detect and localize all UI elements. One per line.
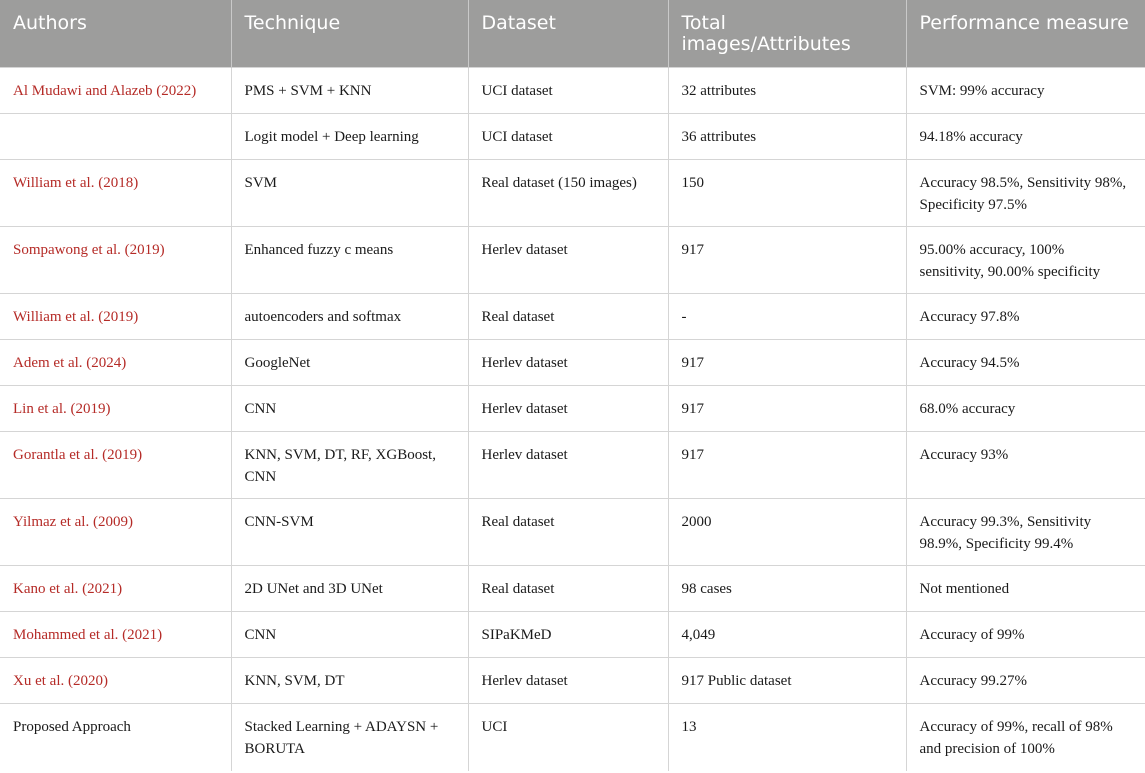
technique-cell: KNN, SVM, DT, RF, XGBoost, CNN xyxy=(231,432,468,499)
dataset-cell: Real dataset xyxy=(468,294,668,340)
header-performance: Performance measure xyxy=(906,0,1145,68)
header-authors: Authors xyxy=(0,0,231,68)
dataset-cell: Real dataset xyxy=(468,566,668,612)
header-technique: Technique xyxy=(231,0,468,68)
performance-cell: Accuracy 99.27% xyxy=(906,658,1145,704)
author-link[interactable]: Al Mudawi and Alazeb (2022) xyxy=(0,68,231,114)
technique-cell: Logit model + Deep learning xyxy=(231,114,468,160)
performance-cell: Accuracy 94.5% xyxy=(906,340,1145,386)
table-row xyxy=(0,114,1145,160)
technique-cell: Enhanced fuzzy c means xyxy=(231,227,468,294)
author-link[interactable]: Kano et al. (2021) xyxy=(0,566,231,612)
total-cell: 13 xyxy=(668,704,906,771)
author-link[interactable]: Mohammed et al. (2021) xyxy=(0,612,231,658)
performance-cell: Accuracy 99.3%, Sensitivity 98.9%, Specificity 99.4% xyxy=(906,499,1145,566)
technique-cell: 2D UNet and 3D UNet xyxy=(231,566,468,612)
dataset-cell: Herlev dataset xyxy=(468,658,668,704)
technique-cell: CNN-SVM xyxy=(231,499,468,566)
header-total: Total images/Attributes xyxy=(668,0,906,68)
dataset-cell: UCI dataset xyxy=(468,114,668,160)
total-cell: 917 xyxy=(668,340,906,386)
dataset-cell: Real dataset xyxy=(468,499,668,566)
performance-cell: Accuracy of 99% xyxy=(906,612,1145,658)
table-row xyxy=(0,386,1145,432)
author-link[interactable]: Sompawong et al. (2019) xyxy=(0,227,231,294)
table-row xyxy=(0,294,1145,340)
performance-cell: 95.00% accuracy, 100% sensitivity, 90.00% specificity xyxy=(906,227,1145,294)
technique-cell: GoogleNet xyxy=(231,340,468,386)
table-row xyxy=(0,658,1145,704)
total-cell: 917 xyxy=(668,386,906,432)
header-row xyxy=(0,0,1145,68)
author-link[interactable]: Xu et al. (2020) xyxy=(0,658,231,704)
total-cell: 150 xyxy=(668,160,906,227)
dataset-cell: Herlev dataset xyxy=(468,227,668,294)
author-link[interactable]: William et al. (2019) xyxy=(0,294,231,340)
author-cell: Proposed Approach xyxy=(0,704,231,771)
total-cell: 917 xyxy=(668,432,906,499)
author-link[interactable]: Yilmaz et al. (2009) xyxy=(0,499,231,566)
author-link[interactable]: Adem et al. (2024) xyxy=(0,340,231,386)
table-row xyxy=(0,566,1145,612)
total-cell: 917 Public dataset xyxy=(668,658,906,704)
table-row xyxy=(0,160,1145,227)
technique-cell: CNN xyxy=(231,386,468,432)
performance-cell: Accuracy of 99%, recall of 98% and precision of 100% xyxy=(906,704,1145,771)
dataset-cell: SIPaKMeD xyxy=(468,612,668,658)
total-cell: 36 attributes xyxy=(668,114,906,160)
technique-cell: autoencoders and softmax xyxy=(231,294,468,340)
table-row xyxy=(0,704,1145,771)
author-cell xyxy=(0,114,231,160)
technique-cell: PMS + SVM + KNN xyxy=(231,68,468,114)
author-link[interactable]: William et al. (2018) xyxy=(0,160,231,227)
author-link[interactable]: Lin et al. (2019) xyxy=(0,386,231,432)
table-row xyxy=(0,499,1145,566)
total-cell: 98 cases xyxy=(668,566,906,612)
table-row xyxy=(0,432,1145,499)
header-dataset: Dataset xyxy=(468,0,668,68)
table-row xyxy=(0,340,1145,386)
author-link[interactable]: Gorantla et al. (2019) xyxy=(0,432,231,499)
total-cell: 917 xyxy=(668,227,906,294)
performance-cell: 68.0% accuracy xyxy=(906,386,1145,432)
total-cell: - xyxy=(668,294,906,340)
total-cell: 4,049 xyxy=(668,612,906,658)
performance-cell: Accuracy 98.5%, Sensitivity 98%, Specificity 97.5% xyxy=(906,160,1145,227)
dataset-cell: Herlev dataset xyxy=(468,432,668,499)
technique-cell: CNN xyxy=(231,612,468,658)
table-row xyxy=(0,612,1145,658)
dataset-cell: UCI xyxy=(468,704,668,771)
table-row xyxy=(0,68,1145,114)
total-cell: 32 attributes xyxy=(668,68,906,114)
performance-cell: 94.18% accuracy xyxy=(906,114,1145,160)
table-row xyxy=(0,227,1145,294)
dataset-cell: Herlev dataset xyxy=(468,386,668,432)
performance-cell: Accuracy 93% xyxy=(906,432,1145,499)
dataset-cell: Herlev dataset xyxy=(468,340,668,386)
technique-cell: Stacked Learning + ADAYSN + BORUTA xyxy=(231,704,468,771)
dataset-cell: UCI dataset xyxy=(468,68,668,114)
technique-cell: KNN, SVM, DT xyxy=(231,658,468,704)
performance-cell: Accuracy 97.8% xyxy=(906,294,1145,340)
performance-cell: Not mentioned xyxy=(906,566,1145,612)
dataset-cell: Real dataset (150 images) xyxy=(468,160,668,227)
technique-cell: SVM xyxy=(231,160,468,227)
performance-cell: SVM: 99% accuracy xyxy=(906,68,1145,114)
total-cell: 2000 xyxy=(668,499,906,566)
